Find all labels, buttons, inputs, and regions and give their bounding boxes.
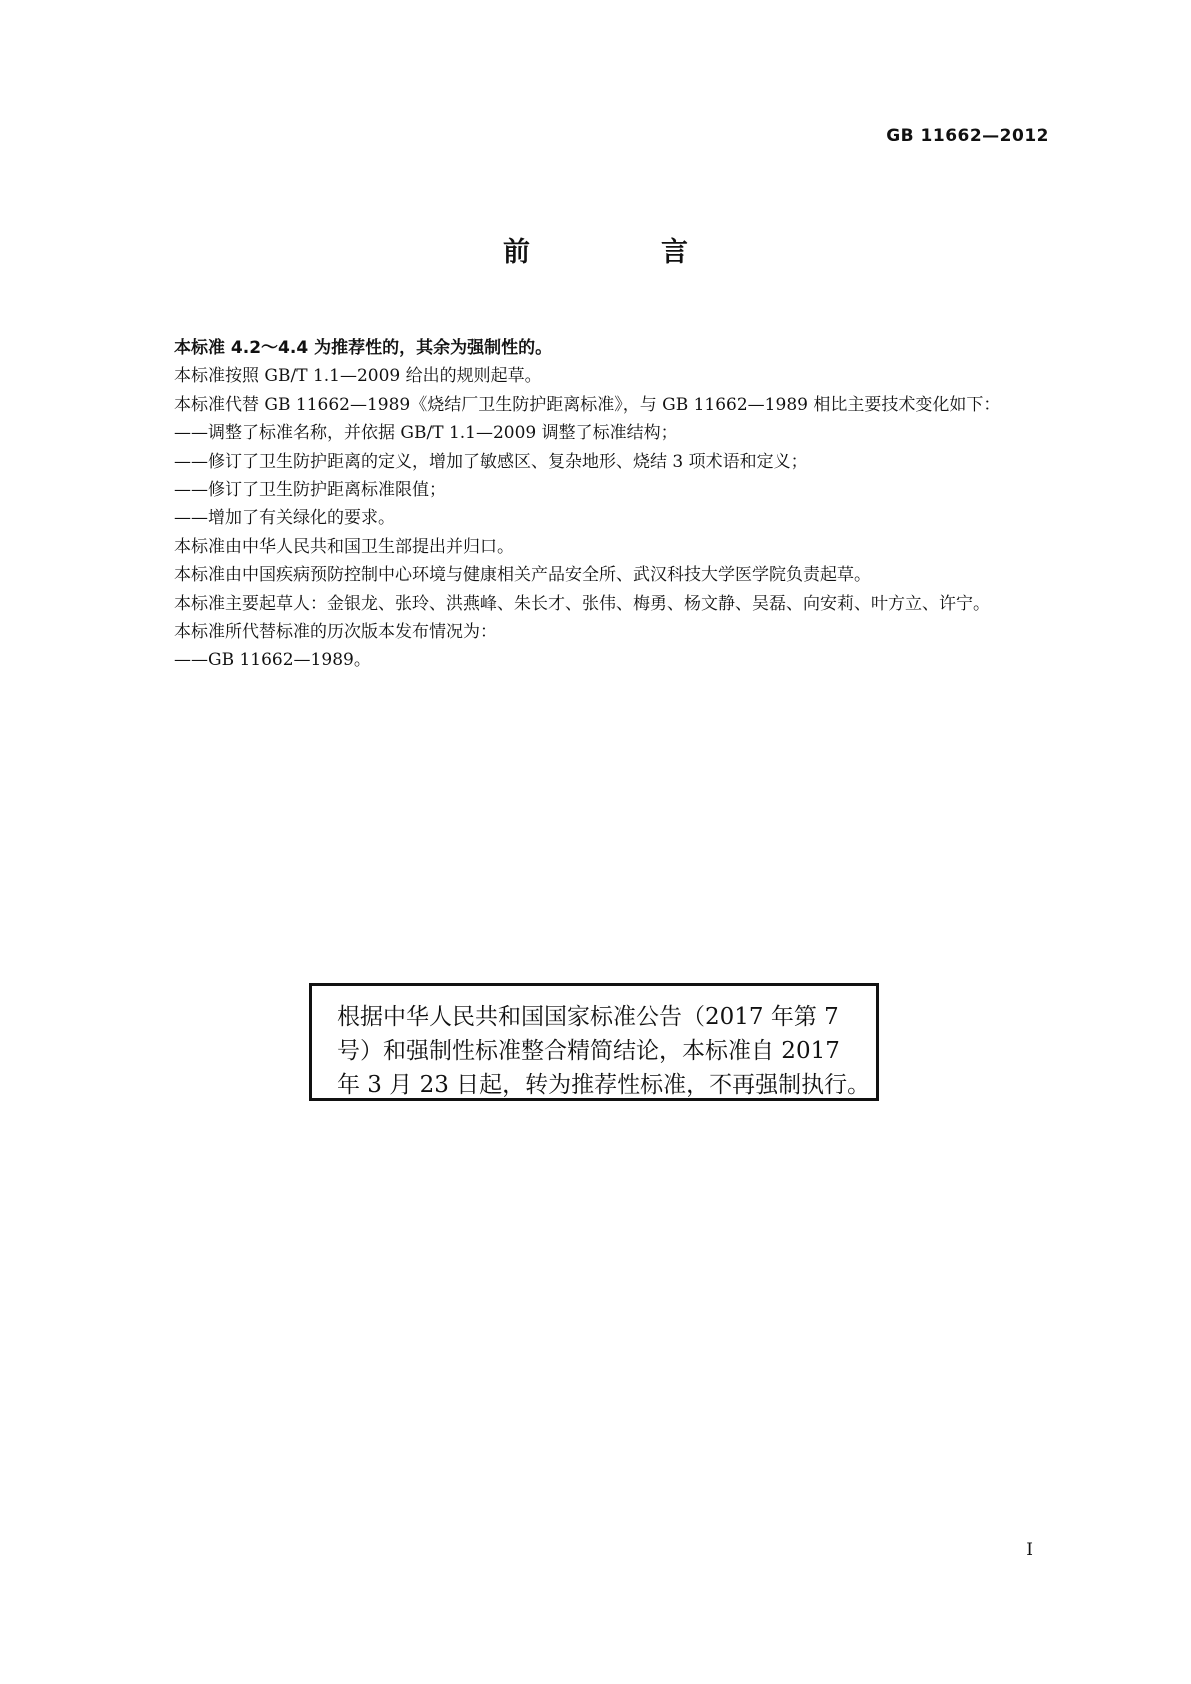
change-item: ——修订了卫生防护距离的定义，增加了敏感区、复杂地形、烧结 3 项术语和定义； — [174, 451, 808, 472]
change-item: ——调整了标准名称，并依据 GB/T 1.1—2009 调整了标准结构； — [174, 423, 678, 444]
notice-line: 号）和强制性标准整合精简结论，本标准自 2017 — [337, 1038, 840, 1064]
notice-line: 年 3 月 23 日起，转为推荐性标准，不再强制执行。 — [337, 1072, 871, 1098]
standard-number: GB 11662—2012 — [886, 126, 1049, 146]
notice-line: 根据中华人民共和国国家标准公告（2017 年第 7 — [337, 1004, 839, 1030]
paragraph-drafting-rules: 本标准按照 GB/T 1.1—2009 给出的规则起草。 — [174, 366, 542, 387]
paragraph-drafting-units: 本标准由中国疾病预防控制中心环境与健康相关产品安全所、武汉科技大学医学院负责起草。 — [174, 565, 871, 586]
page-number: I — [1026, 1540, 1033, 1560]
change-item: ——增加了有关绿化的要求。 — [174, 508, 395, 529]
paragraph-previous-editions: 本标准所代替标准的历次版本发布情况为： — [174, 622, 497, 643]
notice-box — [309, 983, 879, 1101]
paragraph-drafters: 本标准主要起草人：金银龙、张玲、洪燕峰、朱长才、张伟、梅勇、杨文静、吴磊、向安莉、叶方立、许宁。 — [174, 593, 990, 614]
change-item: ——修订了卫生防护距离标准限值； — [174, 480, 446, 501]
page-title: 前 言 — [503, 237, 740, 268]
foreword-body — [140, 334, 1060, 675]
previous-edition-item: ——GB 11662—1989。 — [174, 650, 371, 671]
paragraph-replacement: 本标准代替 GB 11662—1989《烧结厂卫生防护距离标准》，与 GB 11662—1989 相比主要技术变化如下： — [174, 394, 1001, 415]
paragraph-proposer: 本标准由中华人民共和国卫生部提出并归口。 — [174, 536, 514, 557]
paragraph-recommended-clauses: 本标准 4.2～4.4 为推荐性的，其余为强制性的。 — [174, 338, 553, 358]
